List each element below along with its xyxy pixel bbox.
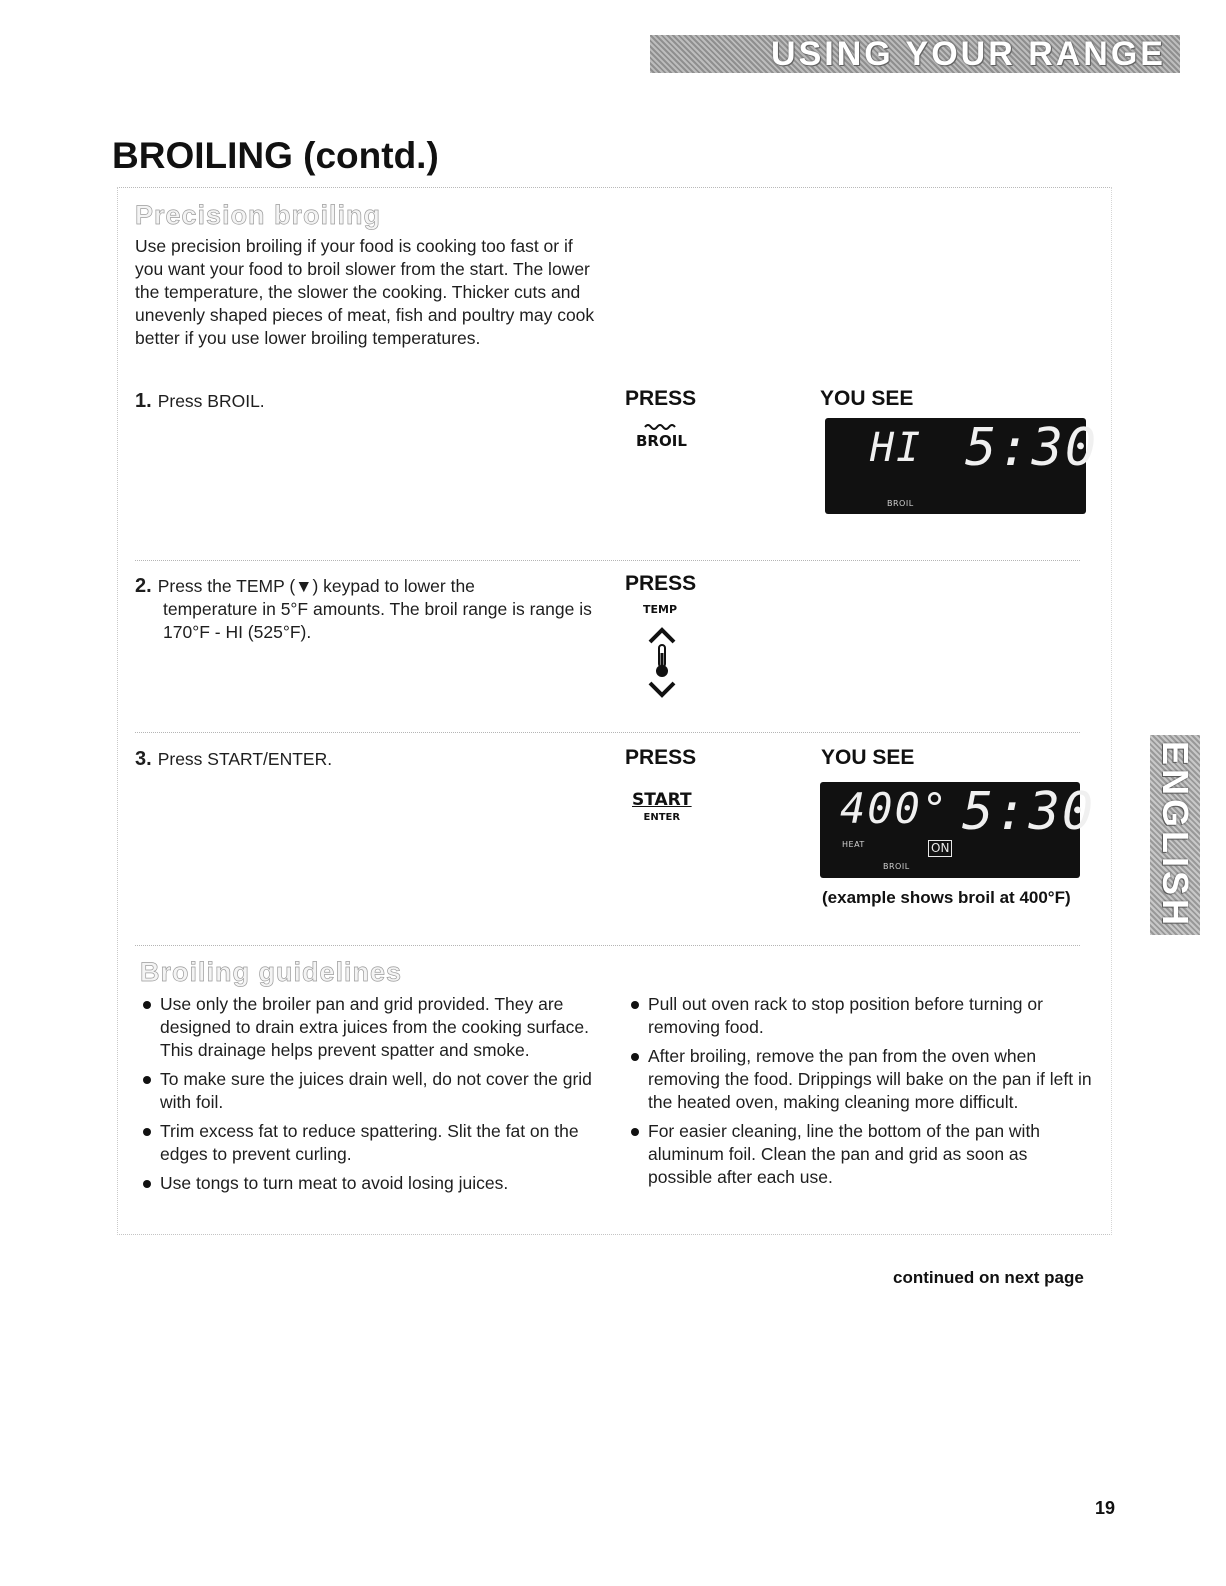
broiling-guidelines-heading: Broiling guidelines bbox=[140, 957, 403, 987]
step-3-you-see-label: YOU SEE bbox=[821, 746, 915, 769]
display-1-left: HI bbox=[870, 425, 923, 471]
list-item: Use tongs to turn meat to avoid losing juices. bbox=[140, 1172, 600, 1195]
temp-arrows-icon bbox=[647, 625, 677, 700]
broil-key bbox=[636, 422, 687, 449]
precision-broiling-heading: Precision broiling bbox=[135, 200, 382, 230]
display-3-sub: BROIL bbox=[883, 862, 910, 871]
display-3-on-badge: ON bbox=[928, 840, 952, 857]
step-1 bbox=[135, 390, 575, 413]
step-1-you-see-label: YOU SEE bbox=[820, 387, 914, 410]
start-key-label: START bbox=[632, 790, 692, 810]
display-3-right: 5:30 bbox=[962, 782, 1096, 842]
list-item: Use only the broiler pan and grid provided. They are designed to drain extra juices from the cooking surface. This drainage helps prevent spatter and smoke. bbox=[140, 993, 600, 1062]
display-3-heat: HEAT bbox=[842, 840, 865, 849]
start-enter-key bbox=[632, 792, 692, 823]
divider bbox=[135, 945, 1080, 946]
broil-wave-icon bbox=[644, 422, 678, 430]
step-2-text-rest: temperature in 5°F amounts. The broil range is range is 170°F - HI (525°F). bbox=[163, 599, 592, 642]
step-2-text-line1: Press the TEMP (▼) keypad to lower the bbox=[157, 576, 475, 596]
step-2-press-label: PRESS bbox=[625, 572, 697, 595]
list-item: After broiling, remove the pan from the oven when removing the food. Drippings will bake on the pan if left in the heated oven, making cleaning more difficult. bbox=[628, 1045, 1093, 1114]
temp-key-label: TEMP bbox=[643, 603, 678, 616]
divider bbox=[135, 560, 1080, 561]
page-title: BROILING (contd.) bbox=[112, 135, 439, 176]
list-item: Pull out oven rack to stop position before turning or removing food. bbox=[628, 993, 1093, 1039]
step-3-press-label: PRESS bbox=[625, 746, 697, 769]
display-3-left: 400° bbox=[840, 784, 950, 833]
side-tab-text: ENGLISH bbox=[1150, 735, 1200, 935]
step-3-number: 3. bbox=[135, 748, 152, 770]
guidelines-left-list bbox=[140, 993, 600, 1201]
display-1-sub: BROIL bbox=[887, 499, 914, 508]
list-item: To make sure the juices drain well, do not cover the grid with foil. bbox=[140, 1068, 600, 1114]
guidelines-right-list bbox=[628, 993, 1093, 1195]
step-2-number: 2. bbox=[135, 575, 152, 597]
display-broil-hi bbox=[825, 418, 1099, 514]
display-1-right: 5:30 bbox=[965, 418, 1099, 478]
list-item: Trim excess fat to reduce spattering. Slit the fat on the edges to prevent curling. bbox=[140, 1120, 600, 1166]
language-side-tab bbox=[1150, 720, 1200, 950]
list-item: For easier cleaning, line the bottom of the pan with aluminum foil. Clean the pan and grid as soon as possible after each use. bbox=[628, 1120, 1093, 1189]
example-caption: (example shows broil at 400°F) bbox=[822, 888, 1071, 907]
broil-key-label: BROIL bbox=[636, 432, 687, 450]
enter-key-label: ENTER bbox=[643, 812, 681, 823]
precision-intro: Use precision broiling if your food is cooking too fast or if you want your food to broil slower from the start. The lower the temperature, the slower the cooking. Thicker cuts and unevenly shaped pieces of meat, fish and poultry may cook better if you use lower broiling temperatures. bbox=[135, 236, 595, 348]
display-broil-400 bbox=[820, 782, 1096, 878]
page-number: 19 bbox=[1095, 1498, 1116, 1518]
step-3 bbox=[135, 748, 575, 771]
banner-text: USING YOUR RANGE bbox=[771, 34, 1166, 73]
step-1-text: Press BROIL. bbox=[157, 391, 265, 411]
temp-key bbox=[647, 625, 677, 705]
continued-note: continued on next page bbox=[893, 1268, 1084, 1287]
step-1-number: 1. bbox=[135, 390, 152, 412]
step-2 bbox=[135, 575, 595, 644]
section-banner bbox=[650, 35, 1180, 73]
divider bbox=[135, 732, 1080, 733]
step-1-press-label: PRESS bbox=[625, 387, 697, 410]
step-3-text: Press START/ENTER. bbox=[157, 749, 333, 769]
